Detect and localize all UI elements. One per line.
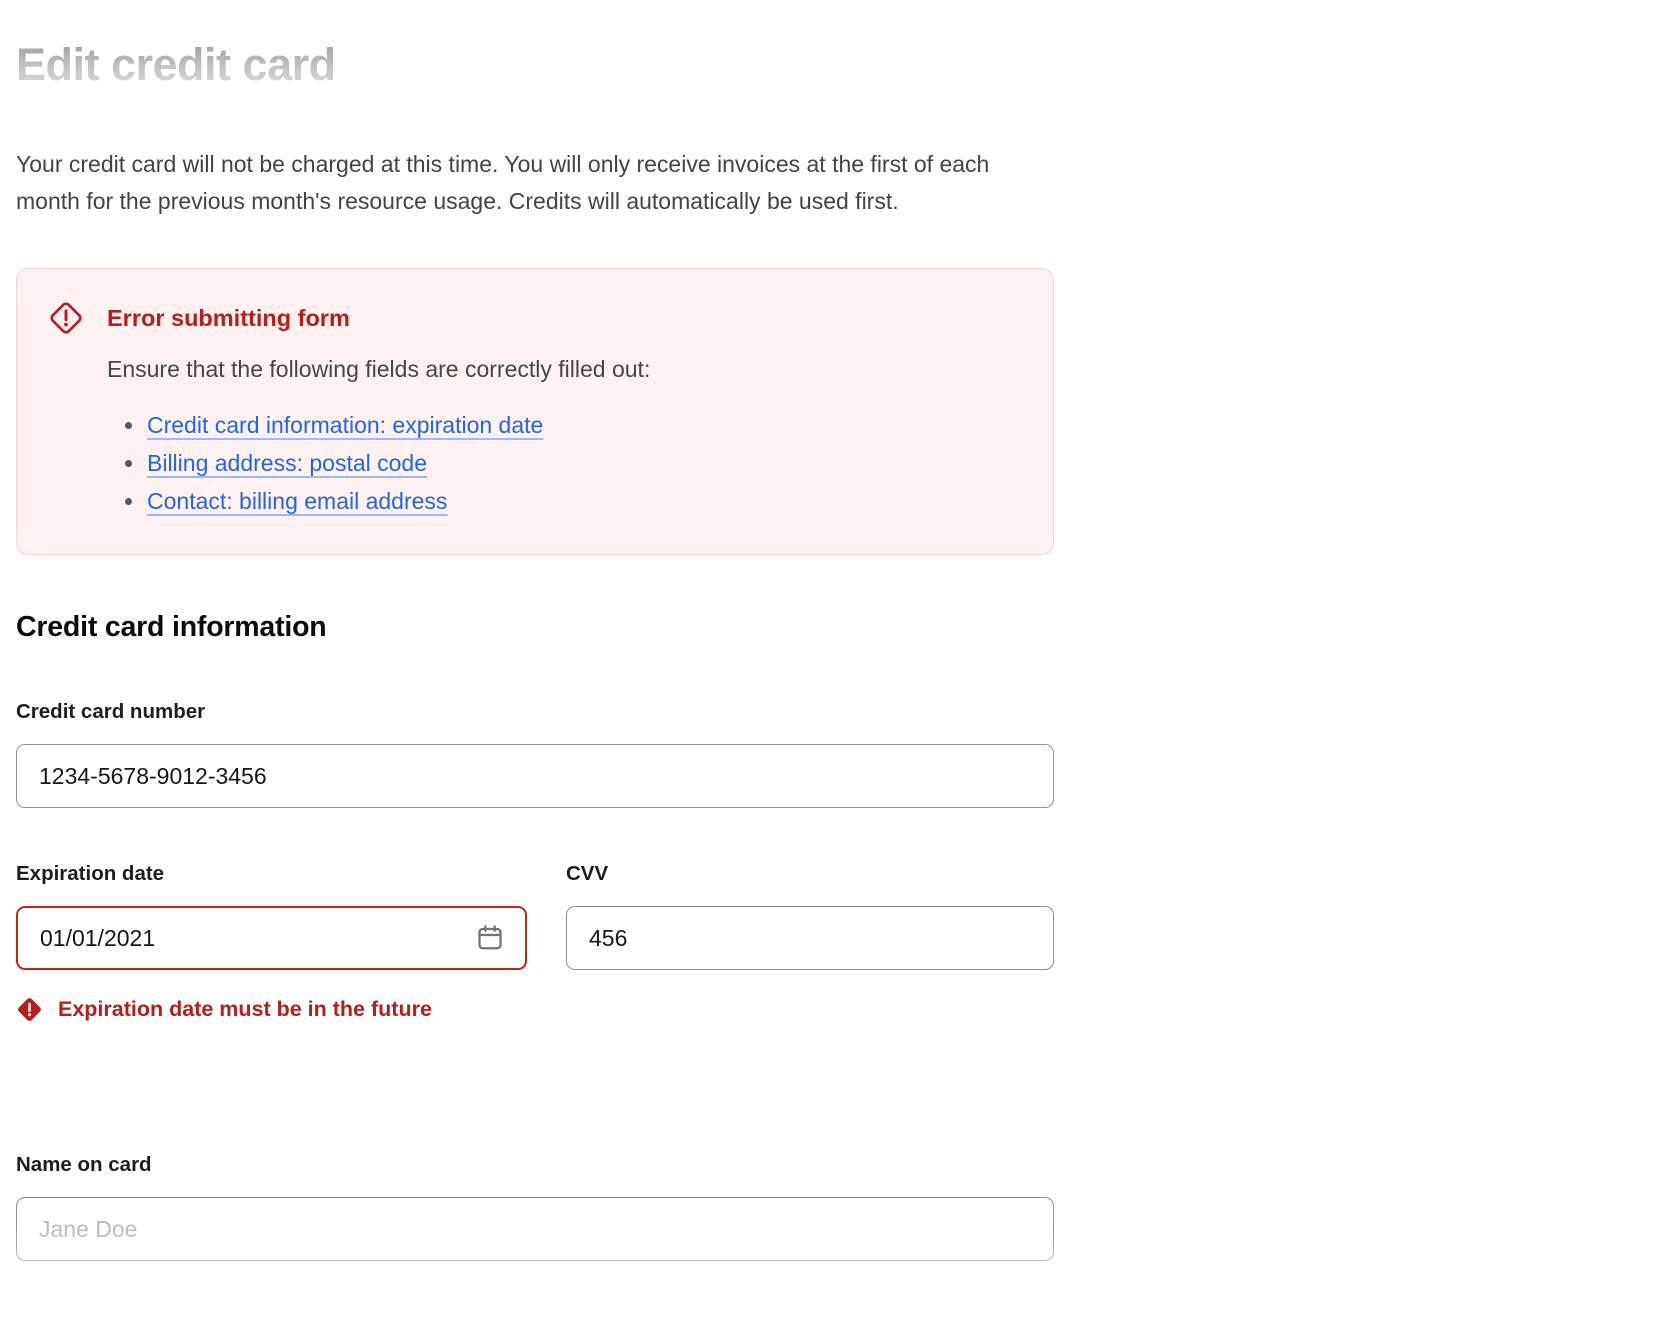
error-banner <box>16 268 1054 555</box>
name-on-card-label: Name on card <box>16 1153 152 1176</box>
error-list-item <box>107 410 1021 440</box>
cvv-input[interactable] <box>566 906 1054 970</box>
error-link-expiration-date[interactable]: Credit card information: expiration date <box>147 412 544 438</box>
page-title: Edit credit card <box>16 39 336 90</box>
expiration-inline-error <box>16 996 527 1023</box>
error-banner-header <box>49 301 1021 335</box>
expiration-label: Expiration date <box>16 862 165 885</box>
calendar-icon[interactable] <box>475 923 505 953</box>
expiration-input[interactable] <box>16 906 527 970</box>
error-banner-description: Ensure that the following fields are correctly filled out: <box>107 356 651 382</box>
error-link-billing-email[interactable]: Contact: billing email address <box>147 488 448 514</box>
name-on-card-field <box>16 1153 1672 1261</box>
card-number-input[interactable] <box>16 744 1054 808</box>
error-link-list <box>107 410 1021 516</box>
alert-diamond-outline-icon <box>49 301 83 335</box>
expiration-input-wrapper <box>16 906 527 970</box>
section-title-credit-card-information: Credit card information <box>16 611 327 643</box>
card-number-field <box>16 700 1672 808</box>
error-list-item <box>107 448 1021 478</box>
cvv-field <box>566 862 1054 970</box>
name-on-card-input[interactable] <box>16 1197 1054 1261</box>
expiration-error-text: Expiration date must be in the future <box>58 997 432 1021</box>
expiration-field <box>16 862 527 1023</box>
error-list-item <box>107 486 1021 516</box>
intro-text: Your credit card will not be charged at this time. You will only receive invoices at the first of each month for the previous month's resource usage. Credits will automatically be used first. <box>16 151 990 214</box>
card-number-label: Credit card number <box>16 700 206 723</box>
alert-diamond-filled-icon <box>16 996 43 1023</box>
cvv-label: CVV <box>566 862 609 885</box>
error-link-postal-code[interactable]: Billing address: postal code <box>147 450 427 476</box>
expiration-cvv-row <box>16 862 1672 1023</box>
error-banner-title: Error submitting form <box>107 304 350 331</box>
